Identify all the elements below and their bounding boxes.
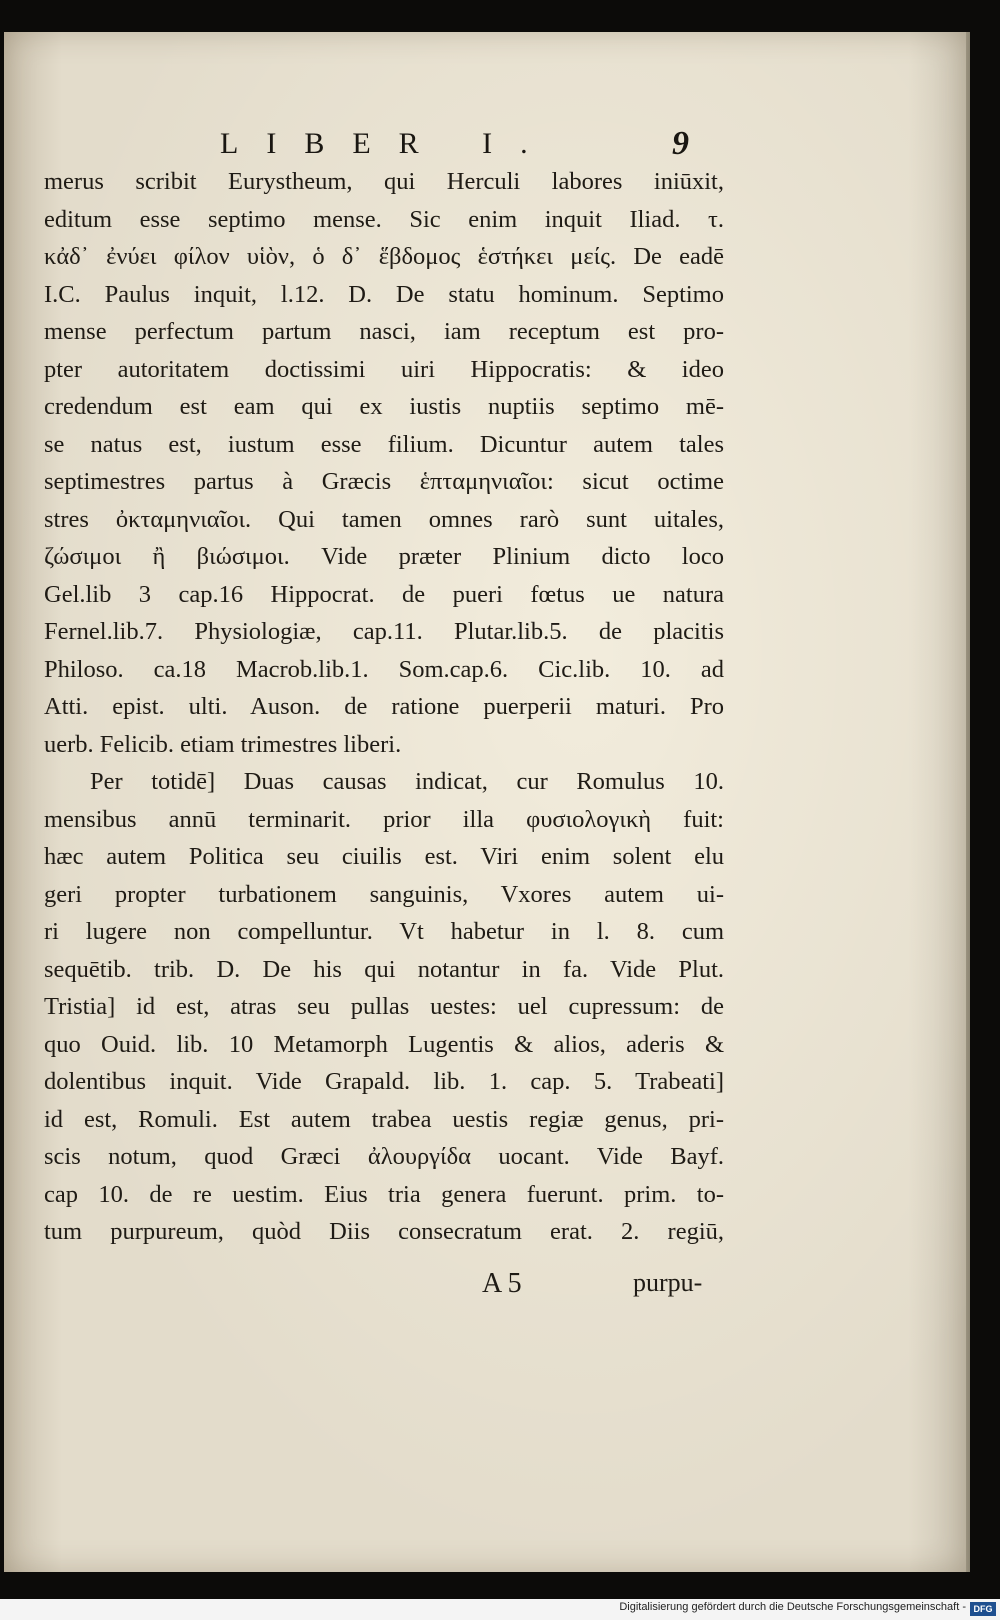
catchline [0,1268,1000,1308]
text-line: hæc autem Politica seu ciuilis est. Viri enim solent elu [44,843,724,870]
dfg-logo: DFG [970,1602,996,1616]
text-line: tum purpureum, quòd Diis consecratum erat. 2. regiū, [44,1218,724,1245]
funding-credit: Digitalisierung gefördert durch die Deutsche Forschungsgemeinschaft - [619,1601,966,1613]
running-title: LIBER I. [220,127,556,160]
paragraph-start-line: Per totidē] Duas causas indicat, cur Romulus 10. [90,768,724,795]
running-head [0,127,1000,167]
text-line: ri lugere non compelluntur. Vt habetur in l. 8. cum [44,918,724,945]
text-line: Philoso. ca.18 Macrob.lib.1. Som.cap.6. Cic.lib. 10. ad [44,655,724,683]
text-line: Tristia] id est, atras seu pullas uestes: uel cupressum: de [44,993,724,1020]
text-line: sequētib. trib. D. De his qui notantur in fa. Vide Plut. [44,955,724,983]
text-line: credendum est eam qui ex iustis nuptiis septimo mē- [44,393,724,420]
digitization-footer [0,1599,1000,1620]
catchword: purpu- [633,1268,703,1297]
text-line: geri propter turbationem sanguinis, Vxores autem ui- [44,880,724,908]
text-line: stres ὀκταμηνιαῖοι. Qui tamen omnes rarò sunt uitales, [44,505,724,533]
text-line: mense perfectum partum nasci, iam receptum est pro- [44,318,724,345]
text-line: Atti. epist. ulti. Auson. de ratione puerperii maturi. Pro [44,693,724,720]
text-line: mensibus annū terminarit. prior illa φυσιολογικὴ fuit: [44,805,724,833]
text-line: scis notum, quod Græci ἀλουργίδα uocant. Vide Bayf. [44,1143,724,1170]
text-line: septimestres partus à Græcis ἑπταμηνιαῖοι: sicut octime [44,468,724,495]
text-line: Fernel.lib.7. Physiologiæ, cap.11. Plutar.lib.5. de placitis [44,618,724,645]
text-line: editum esse septimo mense. Sic enim inquit Iliad. τ. [44,205,724,233]
text-line: κἀδ᾽ ἐνύει φίλον υἱὸν, ὁ δ᾽ ἕβδομος ἑστήκει μείς. De eadē [44,243,724,270]
text-line: ζώσιμοι ἢ βιώσιμοι. Vide præter Plinium dicto loco [44,543,724,570]
folio-number: 9 [672,125,689,162]
text-line: uerb. Felicib. etiam trimestres liberi. [44,730,402,758]
text-block [44,163,724,1251]
text-line: cap 10. de re uestim. Eius tria genera fuerunt. prim. to- [44,1180,724,1208]
text-line: dolentibus inquit. Vide Grapald. lib. 1. cap. 5. Trabeati] [44,1068,724,1095]
text-line: merus scribit Eurystheum, qui Herculi labores iniūxit, [44,168,724,195]
text-line: pter autoritatem doctissimi uiri Hippocratis: & ideo [44,355,724,383]
text-line: quo Ouid. lib. 10 Metamorph Lugentis & alios, aderis & [44,1030,724,1058]
text-line: id est, Romuli. Est autem trabea uestis regiæ genus, pri- [44,1105,724,1133]
text-line: I.C. Paulus inquit, l.12. D. De statu hominum. Septimo [44,280,724,308]
text-line: Gel.lib 3 cap.16 Hippocrat. de pueri fœtus ue natura [44,580,724,608]
text-line: se natus est, iustum esse filium. Dicuntur autem tales [44,430,724,458]
signature-mark: A 5 [482,1268,522,1299]
